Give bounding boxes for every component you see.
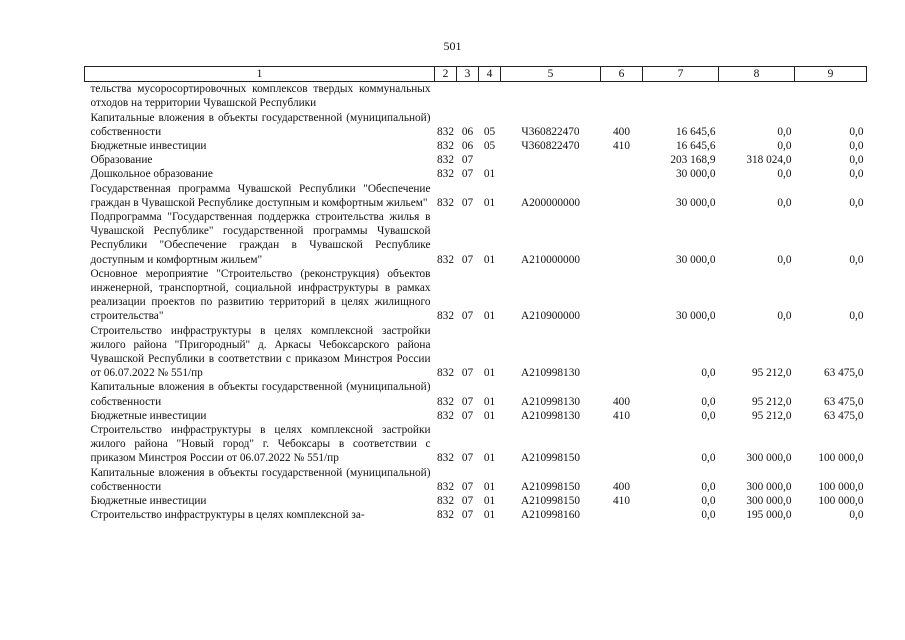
row-name: Образование: [90, 154, 153, 167]
table-row: [85, 267, 867, 324]
cell-amount-2: 0,0: [777, 140, 792, 153]
row-name: Бюджетные инвестиции: [90, 409, 207, 422]
cell-expense-type: [601, 82, 643, 111]
cell-ministry: [435, 82, 457, 111]
table-row: [85, 82, 867, 111]
row-name: Капитальные вложения в объекты государственной (муниципальной) собственности: [90, 381, 431, 408]
column-header: 5: [501, 67, 601, 82]
cell-target-article: [501, 153, 601, 167]
cell-expense-type: 410: [613, 409, 630, 422]
cell-ministry: 832: [437, 168, 454, 181]
row-name: Подпрограмма "Государственная поддержка строительства жилья в Чувашской Республике" государственной программы Чувашской Республики "Обеспечение граждан в Чувашской Республике доступным и комфортным жильем": [90, 211, 431, 266]
cell-amount-3: 63 475,0: [823, 395, 864, 408]
cell-expense-type: 400: [613, 480, 630, 493]
cell-target-article: А210998150: [521, 480, 580, 493]
page-number: 501: [443, 39, 462, 53]
cell-subsection: 01: [483, 409, 496, 422]
cell-amount-1: 30 000,0: [675, 168, 716, 181]
cell-amount-3: 0,0: [849, 509, 864, 522]
cell-expense-type: [601, 508, 643, 522]
cell-subsection: 05: [483, 140, 496, 153]
cell-amount-1: 0,0: [701, 367, 716, 380]
cell-expense-type: [601, 167, 643, 181]
cell-target-article: А210998160: [521, 509, 580, 522]
cell-section: 07: [461, 409, 474, 422]
cell-amount-1: 16 645,6: [675, 140, 716, 153]
cell-amount-1: 0,0: [701, 480, 716, 493]
cell-amount-1: 30 000,0: [675, 310, 716, 323]
cell-amount-1: 0,0: [701, 452, 716, 465]
column-header: 6: [601, 67, 643, 82]
cell-amount-2: 0,0: [777, 310, 792, 323]
cell-ministry: 832: [437, 125, 454, 138]
cell-target-article: А210998150: [521, 452, 580, 465]
cell-subsection: 01: [483, 452, 496, 465]
cell-expense-type: [601, 267, 643, 324]
cell-section: 07: [461, 495, 474, 508]
row-name: Строительство инфраструктуры в целях комплексной за-: [90, 509, 365, 522]
cell-expense-type: [601, 210, 643, 267]
row-name: Строительство инфраструктуры в целях комплексной застройки жилого района "Пригородный" д. Аркасы Чебоксарского района Чувашской Республики в соответствии с приказом Минстроя России от 06.07.2022 № 551/пр: [90, 324, 431, 380]
cell-amount-2: 195 000,0: [746, 509, 792, 522]
cell-subsection: 01: [483, 495, 496, 508]
column-header: 8: [719, 67, 795, 82]
cell-amount-2: 0,0: [777, 125, 792, 138]
table-row: [85, 153, 867, 167]
cell-target-article: А210998150: [521, 495, 580, 508]
cell-section: 07: [461, 253, 474, 266]
cell-ministry: 832: [437, 140, 454, 153]
cell-amount-1: 0,0: [701, 495, 716, 508]
cell-section: 07: [461, 310, 474, 323]
cell-ministry: 832: [437, 154, 454, 167]
cell-section: 07: [461, 367, 474, 380]
cell-ministry: 832: [437, 452, 454, 465]
cell-target-article: [501, 167, 601, 181]
cell-subsection: 01: [483, 196, 496, 209]
cell-section: 07: [461, 509, 474, 522]
cell-target-article: А210998130: [521, 395, 580, 408]
row-name: Бюджетные инвестиции: [90, 140, 207, 153]
cell-amount-3: 0,0: [849, 310, 864, 323]
cell-expense-type: 410: [613, 495, 630, 508]
cell-ministry: 832: [437, 310, 454, 323]
cell-amount-3: 100 000,0: [818, 495, 864, 508]
cell-amount-2: [719, 82, 795, 111]
table-row: [85, 182, 867, 210]
cell-subsection: 01: [483, 367, 496, 380]
cell-section: [457, 82, 479, 111]
row-name: Основное мероприятие "Строительство (реконструкция) объектов инженерной, транспортной, социальной инфраструктуры в рамках реализации проектов по развитию территорий в целях жилищного строительства": [90, 267, 431, 323]
cell-expense-type: [601, 324, 643, 381]
cell-section: 07: [461, 154, 474, 167]
cell-amount-3: 0,0: [849, 140, 864, 153]
cell-subsection: 01: [483, 253, 496, 266]
column-header: 3: [457, 67, 479, 82]
cell-amount-3: 0,0: [849, 125, 864, 138]
column-header: 4: [479, 67, 501, 82]
cell-ministry: 832: [437, 509, 454, 522]
table-row: [85, 324, 867, 381]
cell-ministry: 832: [437, 395, 454, 408]
row-name: Дошкольное образование: [90, 168, 213, 181]
cell-target-article: А210998130: [521, 367, 580, 380]
cell-amount-3: 63 475,0: [823, 367, 864, 380]
cell-ministry: 832: [437, 367, 454, 380]
table-row: [85, 139, 867, 153]
table-row: [85, 111, 867, 139]
table-body: [85, 82, 867, 523]
cell-subsection: 01: [483, 310, 496, 323]
table-row: [85, 423, 867, 466]
cell-expense-type: [601, 182, 643, 210]
cell-expense-type: [601, 423, 643, 466]
cell-ministry: 832: [437, 480, 454, 493]
cell-amount-3: 100 000,0: [818, 452, 864, 465]
column-header: 7: [643, 67, 719, 82]
column-header: 9: [795, 67, 867, 82]
cell-subsection: 01: [483, 168, 496, 181]
cell-amount-2: 300 000,0: [746, 480, 792, 493]
table-row: [85, 380, 867, 408]
row-name: Капитальные вложения в объекты государственной (муниципальной) собственности: [90, 111, 431, 138]
budget-table: [84, 66, 867, 523]
cell-amount-2: 0,0: [777, 253, 792, 266]
cell-section: 06: [461, 125, 474, 138]
table-row: [85, 210, 867, 267]
cell-subsection: 01: [483, 395, 496, 408]
table-row: [85, 466, 867, 494]
cell-target-article: А210000000: [521, 253, 580, 266]
cell-amount-3: 0,0: [849, 253, 864, 266]
cell-amount-2: 95 212,0: [751, 367, 792, 380]
cell-ministry: 832: [437, 495, 454, 508]
cell-section: 07: [461, 196, 474, 209]
row-name: Капитальные вложения в объекты государственной (муниципальной) собственности: [90, 466, 431, 493]
cell-amount-2: 0,0: [777, 168, 792, 181]
cell-amount-1: 0,0: [701, 395, 716, 408]
cell-ministry: 832: [437, 196, 454, 209]
cell-target-article: А210900000: [521, 310, 580, 323]
cell-expense-type: 400: [613, 125, 630, 138]
table-row: [85, 508, 867, 522]
cell-target-article: Ч360822470: [521, 140, 580, 153]
cell-expense-type: 410: [613, 140, 630, 153]
cell-target-article: А200000000: [521, 196, 580, 209]
row-name: Государственная программа Чувашской Республики "Обеспечение граждан в Чувашской Республике доступным и комфортным жильем": [90, 182, 431, 209]
cell-amount-2: 300 000,0: [746, 495, 792, 508]
cell-target-article: А210998130: [521, 409, 580, 422]
cell-target-article: [501, 82, 601, 111]
cell-amount-2: 300 000,0: [746, 452, 792, 465]
cell-ministry: 832: [437, 253, 454, 266]
cell-amount-1: 0,0: [701, 509, 716, 522]
column-header: 1: [85, 67, 435, 82]
cell-amount-3: 100 000,0: [818, 480, 864, 493]
cell-expense-type: [601, 153, 643, 167]
cell-ministry: 832: [437, 409, 454, 422]
cell-section: 07: [461, 168, 474, 181]
row-name: Строительство инфраструктуры в целях комплексной застройки жилого района "Новый город" г. Чебоксары в соответствии с приказом Минстроя России от 06.07.2022 № 551/пр: [90, 424, 431, 465]
column-header: 2: [435, 67, 457, 82]
cell-target-article: Ч360822470: [521, 125, 580, 138]
cell-subsection: [479, 153, 501, 167]
table-header-row: [85, 67, 867, 82]
row-name: тельства мусоросортировочных комплексов твердых коммунальных отходов на территории Чувашской Республики: [90, 83, 431, 110]
cell-section: 07: [461, 480, 474, 493]
cell-amount-1: 30 000,0: [675, 253, 716, 266]
cell-expense-type: 400: [613, 395, 630, 408]
cell-amount-3: 0,0: [849, 168, 864, 181]
cell-amount-2: 318 024,0: [746, 154, 792, 167]
cell-amount-3: 0,0: [849, 196, 864, 209]
row-name: Бюджетные инвестиции: [90, 495, 207, 508]
cell-section: 07: [461, 452, 474, 465]
cell-amount-2: 95 212,0: [751, 395, 792, 408]
cell-subsection: 01: [483, 480, 496, 493]
cell-amount-1: 30 000,0: [675, 196, 716, 209]
table-row: [85, 409, 867, 423]
cell-amount-3: 63 475,0: [823, 409, 864, 422]
cell-amount-3: 0,0: [849, 154, 864, 167]
cell-amount-3: [795, 82, 867, 111]
table-row: [85, 494, 867, 508]
cell-subsection: 05: [483, 125, 496, 138]
cell-amount-1: [643, 82, 719, 111]
cell-amount-1: 203 168,9: [670, 154, 716, 167]
table-row: [85, 167, 867, 181]
cell-amount-2: 0,0: [777, 196, 792, 209]
cell-amount-1: 0,0: [701, 409, 716, 422]
cell-subsection: [479, 82, 501, 111]
cell-amount-2: 95 212,0: [751, 409, 792, 422]
cell-section: 07: [461, 395, 474, 408]
cell-subsection: 01: [483, 509, 496, 522]
cell-amount-1: 16 645,6: [675, 125, 716, 138]
cell-section: 06: [461, 140, 474, 153]
